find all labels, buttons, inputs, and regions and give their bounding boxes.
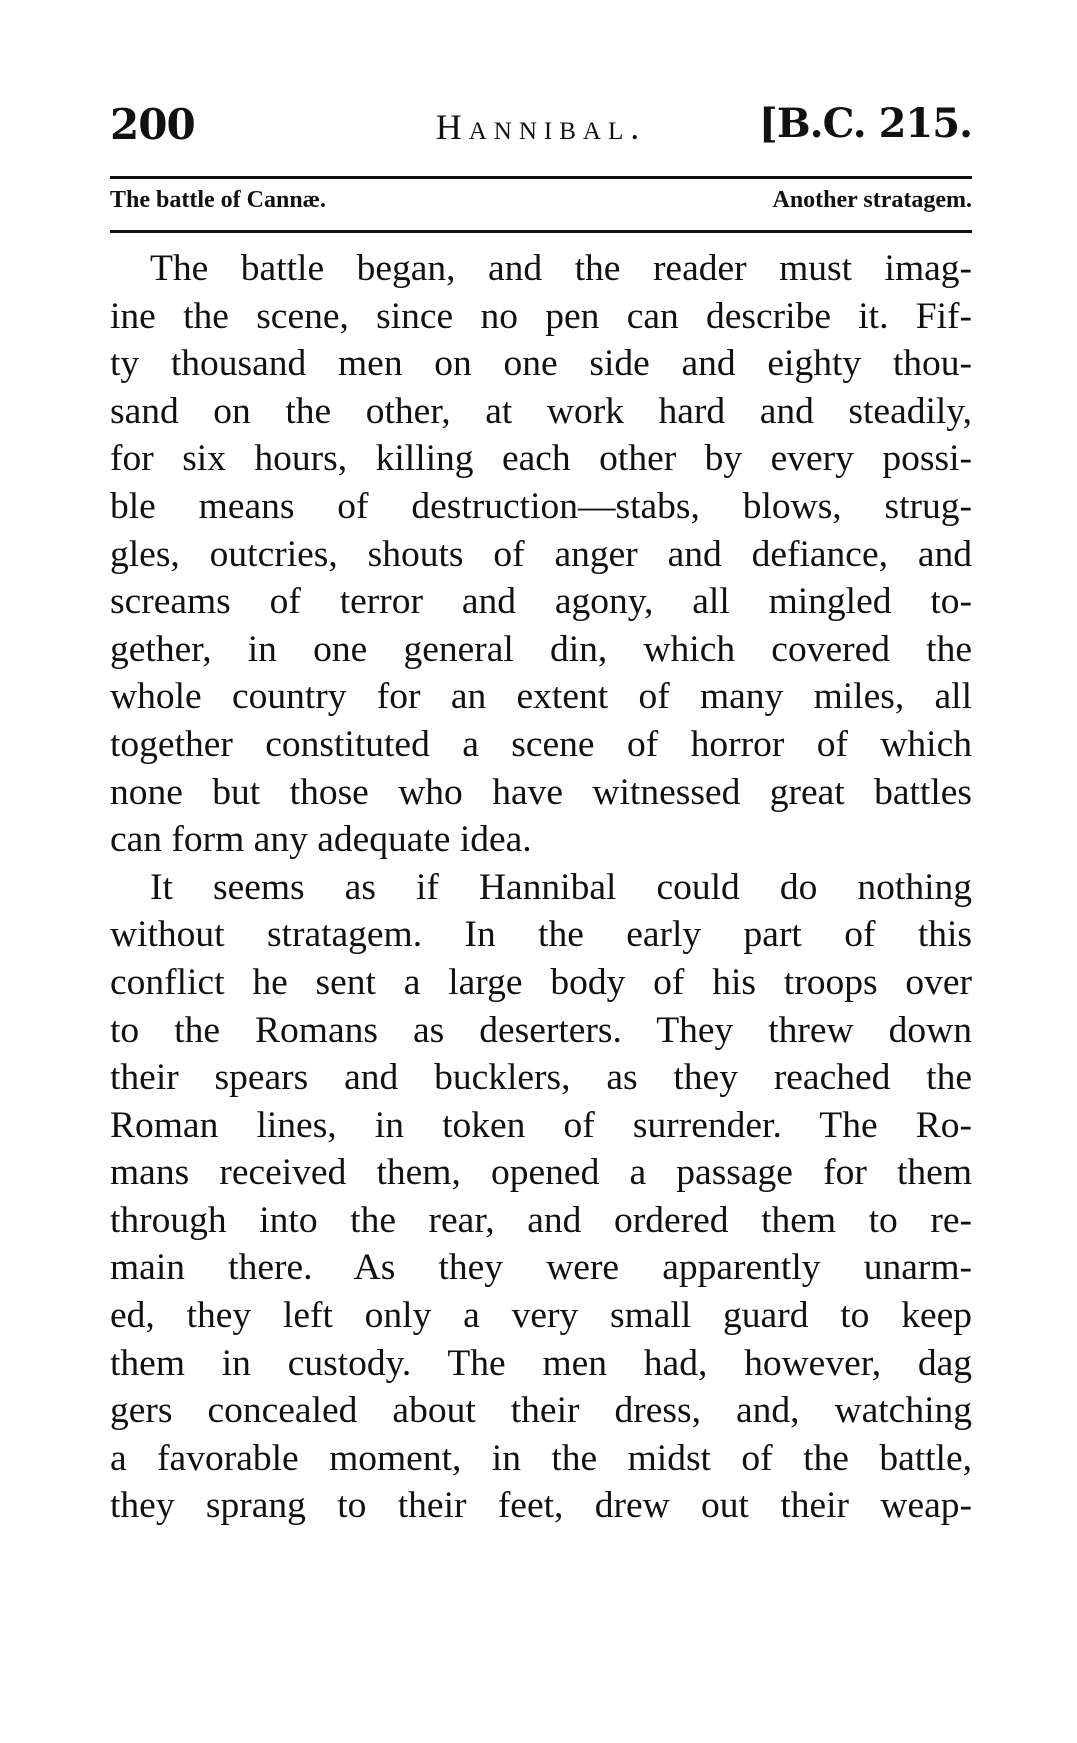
text-line: gles, outcries, shouts of anger and defiance, and: [110, 533, 972, 575]
text-line: ed, they left only a very small guard to keep: [110, 1295, 972, 1337]
text-line: to the Romans as deserters. They threw down: [110, 1009, 972, 1051]
text-line: a favorable moment, in the midst of the battle,: [110, 1437, 972, 1479]
header-rule-bottom: [110, 230, 972, 233]
text-line: can form any adequate idea.: [110, 819, 532, 861]
text-line: whole country for an extent of many miles, all: [110, 676, 972, 718]
paragraph-2: [110, 864, 972, 1530]
text-line: conflict he sent a large body of his troops over: [110, 961, 972, 1003]
text-line: ble means of destruction—stabs, blows, strug-: [110, 485, 972, 527]
date-range: [B.C. 215.: [758, 100, 972, 147]
text-line: without stratagem. In the early part of this: [110, 914, 972, 956]
subhead-right: Another stratagem.: [772, 187, 972, 213]
text-line: ty thousand men on one side and eighty thou-: [110, 343, 972, 385]
text-line: for six hours, killing each other by every possi-: [110, 438, 972, 480]
text-line: main there. As they were apparently unarm-: [110, 1247, 972, 1289]
text-line: through into the rear, and ordered them to re-: [110, 1199, 972, 1241]
text-line: them in custody. The men had, however, dag: [110, 1342, 972, 1384]
page-number: 200: [110, 100, 195, 149]
subhead-left: The battle of Cannæ.: [110, 187, 327, 213]
body-text: [110, 245, 972, 1530]
text-line: It seems as if Hannibal could do nothing: [150, 866, 972, 908]
text-line: sand on the other, at work hard and steadily,: [110, 390, 972, 432]
text-line: none but those who have witnessed great battles: [110, 771, 972, 813]
running-head: [110, 100, 972, 170]
text-line: gether, in one general din, which covered the: [110, 628, 972, 670]
text-line: mans received them, opened a passage for them: [110, 1152, 972, 1194]
text-line: together constituted a scene of horror of which: [110, 723, 972, 765]
text-line: screams of terror and agony, all mingled to-: [110, 581, 972, 623]
section-subheads: [110, 187, 972, 221]
text-line: ine the scene, since no pen can describe it. Fif-: [110, 295, 972, 337]
header-rule-top: [110, 176, 972, 179]
text-line: their spears and bucklers, as they reached the: [110, 1057, 972, 1099]
text-line: they sprang to their feet, drew out their weap-: [110, 1485, 972, 1527]
text-line: Roman lines, in token of surrender. The Ro-: [110, 1104, 972, 1146]
running-title: Hannibal.: [435, 107, 647, 147]
text-line: gers concealed about their dress, and, watching: [110, 1390, 972, 1432]
text-line: The battle began, and the reader must imag-: [150, 248, 972, 289]
paragraph-1: [110, 245, 972, 864]
